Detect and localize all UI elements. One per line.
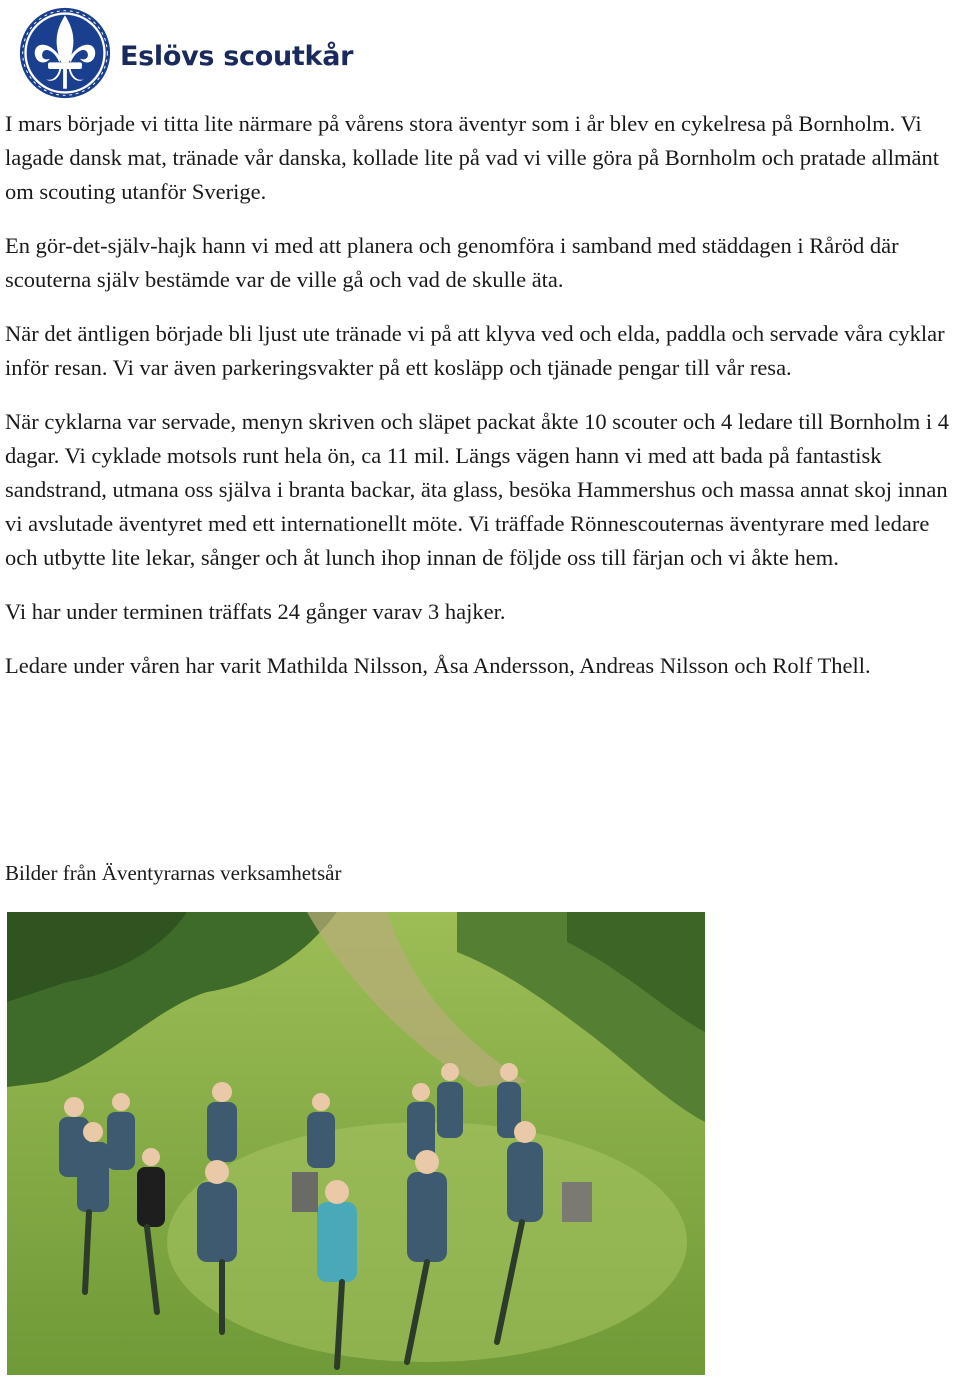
org-name: Eslövs scoutkår (120, 40, 354, 72)
article-body (5, 107, 960, 703)
scouts-in-circle-photo (7, 912, 705, 1375)
paragraph: När cyklarna var servade, menyn skriven och släpet packat åkte 10 scouter och 4 ledare till Bornholm i 4 dagar. Vi cyklade motsols runt hela ön, ca 11 mil. Längs vägen hann vi med att bada på fantastisk sandstrand, utmana oss själva i branta backar, äta glass, besöka Hammershus och massa annat skoj innan vi avslutade äventyret med ett internationellt möte. Vi träffade Rönnescouternas äventyrare med ledare och utbytte lite lekar, sånger och åt lunch ihop innan de följde oss till färjan och vi åkte hem. (5, 409, 950, 570)
paragraph: Ledare under våren har varit Mathilda Nilsson, Åsa Andersson, Andreas Nilsson och Rolf Thell. (5, 653, 871, 678)
paragraph: Vi har under terminen träffats 24 gånger varav 3 hajker. (5, 599, 506, 624)
fleur-de-lis-logo-icon (18, 6, 112, 100)
paragraph: I mars började vi titta lite närmare på vårens stora äventyr som i år blev en cykelresa på Bornholm. Vi lagade dansk mat, tränade vår danska, kollade lite på vad vi ville göra på Bornholm och pratade allmänt om scouting utanför Sverige. (5, 111, 940, 204)
paragraph: När det äntligen började bli ljust ute tränade vi på att klyva ved och elda, paddla och servade våra cyklar inför resan. Vi var även parkeringsvakter på ett kosläpp och tjänade pengar till vår resa. (5, 321, 945, 380)
paragraph: En gör-det-själv-hajk hann vi med att planera och genomföra i samband med städdagen i Råröd där scouterna själv bestämde var de ville gå och vad de skulle äta. (5, 233, 899, 292)
header (18, 6, 353, 100)
photo-caption: Bilder från Äventyrarnas verksamhetsår (5, 861, 342, 885)
